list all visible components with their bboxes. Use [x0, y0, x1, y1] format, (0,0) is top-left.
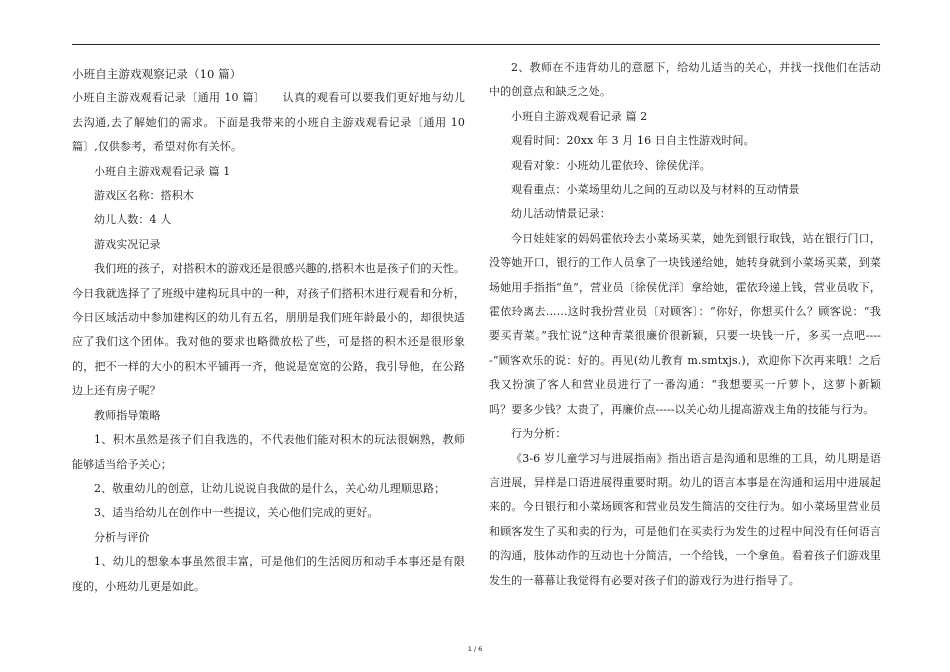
- subheading: 幼儿活动情景记录：: [511, 207, 611, 221]
- right-column: [489, 56, 881, 593]
- left-column: [72, 62, 465, 599]
- list-item: 3、适当给幼儿在创作中一些提议，关心他们完成的更好。: [94, 506, 379, 520]
- body-paragraph: 今日娃娃家的妈妈霍依玲去小菜场买菜，她先到银行取钱，站在银行门口，没等她开口，银行的工作人员拿了一块钱递给她，她转身就到小菜场买菜，到菜场她用手指指“鱼”，营业员〔徐侯优洋〕拿给她，霍依玲递上钱，营业员收下，霍依玲离去......这时我扮营业员〔对顾客〕：“你好，你想买什么？顾客说：“我要买青菜。”我忙说“这种青菜很廉价很新颖，只要一块钱一斤，多买一点吧-----”顾客欢乐的说：好的。再见(幼儿教育 m.smtxjs.)，欢迎你下次再来哦！之后我又扮演了客人和营业员进行了一番沟通：“我想要买一斤萝卜，这萝卜新颖吗？要多少钱？太贵了，再廉价点-----以关心幼儿提高游戏主角的技能与行为。: [489, 231, 881, 416]
- section-heading: 小班自主游戏观看记录 篇 1: [94, 164, 231, 178]
- intro-paragraph: 小班自主游戏观看记录〔通用 10 篇〕 认真的观看可以要我们更好地与幼儿去沟通,去了解她们的需求。下面是我带来的小班自主游戏观看记录〔通用 10 篇〕,仅供参考，希望对你有关怀。: [72, 91, 465, 154]
- document-title: 小班自主游戏观察记录（10 篇）: [72, 67, 242, 81]
- list-item: 1、幼儿的想象本事虽然很丰富，可是他们的生活阅历和动手本事还是有限度的，小班幼儿更是如此。: [72, 555, 465, 593]
- subheading: 分析与评价: [94, 530, 150, 544]
- list-item: 2、教师在不违背幼儿的意愿下，给幼儿适当的关心，并找一找他们在活动中的创意点和缺乏之处。: [489, 61, 881, 99]
- body-paragraph: 我们班的孩子，对搭积木的游戏还是很感兴趣的,搭积木也是孩子们的天性。今日我就选择了了班级中建构玩具中的一种，对孩子们搭积木进行观看和分析，今日区域活动中参加建构区的幼儿有五名，朋朋是我们班年龄最小的，却很快适应了我们这个团体。我对他的要求也略微放松了些，可是搭的积木还是很形象的，把不一样的大小的积木平铺再一齐，他说是宽宽的公路，我引导他，在公路边上还有房子呢？: [72, 262, 465, 398]
- play-area-line: 游戏区名称：搭积木: [94, 189, 194, 203]
- subheading: 游戏实况记录: [94, 237, 161, 251]
- section-heading: 小班自主游戏观看记录 篇 2: [511, 109, 648, 123]
- subheading: 行为分析：: [511, 427, 567, 441]
- observe-focus-line: 观看重点：小菜场里幼儿之间的互动以及与材料的互动情景: [511, 183, 800, 197]
- observe-time-line: 观看时间：20xx 年 3 月 16 日自主性游戏时间。: [511, 134, 755, 148]
- list-item: 1、积木虽然是孩子们自我选的，不代表他们能对积木的玩法很娴熟，教师能够适当给予关心；: [72, 433, 465, 471]
- header-rule: [72, 44, 880, 45]
- observe-target-line: 观看对象：小班幼儿霍依玲、徐侯优洋。: [511, 158, 711, 172]
- subheading: 教师指导策略: [94, 408, 161, 422]
- list-item: 2、敬重幼儿的创意，让幼儿说说自我做的是什么，关心幼儿理顺思路；: [94, 481, 446, 495]
- child-count-line: 幼儿人数：4 人: [94, 213, 172, 227]
- page-indicator: 1 / 6: [467, 645, 483, 653]
- body-paragraph: 《3-6 岁儿童学习与进展指南》指出语言是沟通和思维的工具，幼儿期是语言进展，异样是口语进展得重要时期。幼儿的语言本事是在沟通和运用中进展起来的。今日银行和小菜场顾客和营业员发生简洁的交往行为。如小菜场里营业员和顾客发生了买和卖的行为，可是他们在买卖行为发生的过程中间没有任何语言的沟通，肢体动作的互动也十分简洁，一个给钱，一个拿鱼。看着孩子们游戏里发生的一幕幕让我觉得有必要对孩子们的游戏行为进行指导了。: [489, 451, 881, 587]
